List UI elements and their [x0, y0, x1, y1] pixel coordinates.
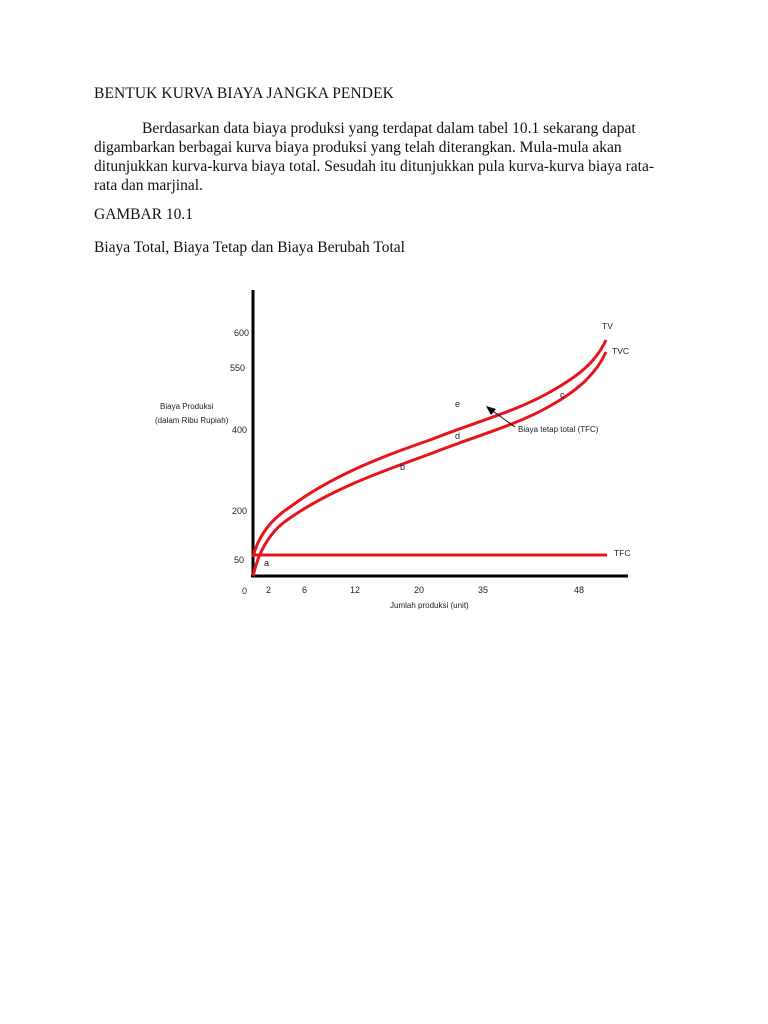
y-tick-label: 400 [232, 425, 248, 435]
y-axis-label-line1: Biaya Produksi [160, 402, 214, 411]
point-label-a: a [264, 558, 270, 568]
series-label-tvc: TVC [612, 346, 629, 356]
tfc-annotation: Biaya tetap total (TFC) [518, 425, 599, 434]
y-tick-label: 550 [230, 363, 246, 373]
y-tick-label: 50 [234, 555, 245, 565]
annotation-arrowhead [486, 406, 496, 415]
figure-label: GAMBAR 10.1 [94, 206, 194, 223]
tv-curve [253, 340, 606, 557]
x-tick-label: 2 [266, 585, 272, 595]
x-tick-label: 0 [242, 586, 248, 596]
paragraph-line: ditunjukkan kurva-kurva biaya total. Sesudah itu ditunjukkan pula kurva-kurva biaya rata- [94, 158, 654, 175]
cost-curve-chart [140, 282, 640, 622]
section-heading: BENTUK KURVA BIAYA JANGKA PENDEK [94, 85, 394, 102]
series-label-tfc: TFC [614, 548, 631, 558]
y-tick-label: 200 [232, 506, 248, 516]
y-tick-label: 600 [234, 328, 250, 338]
point-label-e: e [455, 399, 461, 409]
tvc-curve [253, 352, 606, 576]
x-tick-label: 48 [574, 585, 585, 595]
y-axis-label-line2: (dalam Ribu Rupiah) [155, 416, 229, 425]
point-label-d: d [455, 431, 461, 441]
x-tick-label: 6 [302, 585, 308, 595]
body-paragraph [94, 119, 664, 195]
paragraph-line: Berdasarkan data biaya produksi yang terdapat dalam tabel 10.1 sekarang dapat [142, 120, 636, 137]
point-label-c: c [560, 390, 565, 400]
figure-caption: Biaya Total, Biaya Tetap dan Biaya Berubah Total [94, 239, 405, 256]
x-tick-label: 35 [478, 585, 489, 595]
paragraph-line: rata dan marjinal. [94, 177, 203, 194]
x-tick-label: 12 [350, 585, 361, 595]
paragraph-line: digambarkan berbagai kurva biaya produksi yang telah diterangkan. Mula-mula akan [94, 139, 622, 156]
x-tick-label: 20 [414, 585, 425, 595]
series-label-tv: TV [602, 321, 613, 331]
point-label-b: b [400, 462, 406, 472]
x-axis-label: Jumlah produksi (unit) [390, 601, 469, 610]
